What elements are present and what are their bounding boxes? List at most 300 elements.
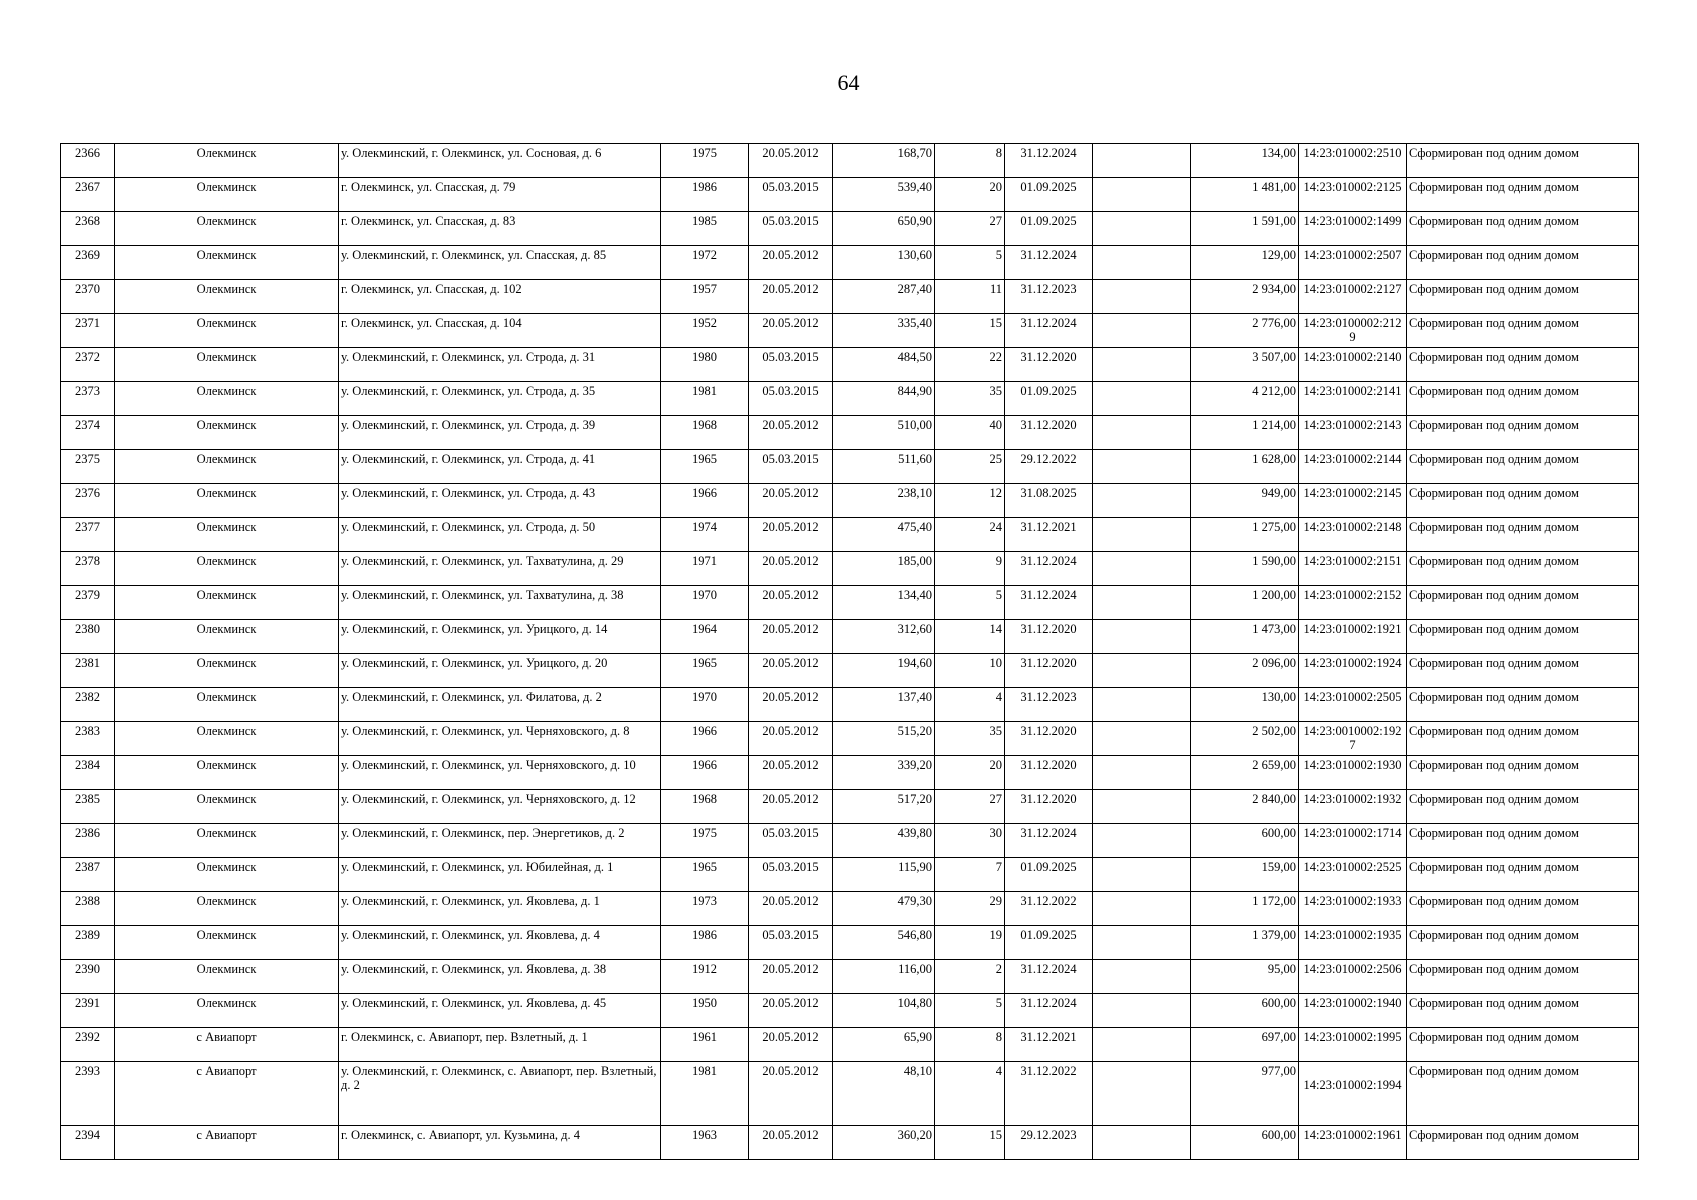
inclusion-date-cell: 05.03.2015: [749, 926, 833, 960]
blank-cell-cell: [1093, 926, 1191, 960]
address-cell: у. Олекминский, г. Олекминск, ул. Урицкого, д. 20: [339, 654, 661, 688]
apartments-count-cell: 4: [935, 688, 1005, 722]
area-cell: 194,60: [833, 654, 935, 688]
land-area-cell: 600,00: [1191, 1126, 1299, 1160]
blank-cell-cell: [1093, 178, 1191, 212]
settlement-cell: Олекминск: [115, 654, 339, 688]
row-number-cell: 2391: [61, 994, 115, 1028]
land-area-cell: 4 212,00: [1191, 382, 1299, 416]
settlement-cell: Олекминск: [115, 960, 339, 994]
deadline-cell: 01.09.2025: [1005, 212, 1093, 246]
land-status-cell: Сформирован под одним домом: [1407, 518, 1639, 552]
blank-cell-cell: [1093, 1126, 1191, 1160]
build-year-cell: 1968: [661, 416, 749, 450]
area-cell: 844,90: [833, 382, 935, 416]
deadline-cell: 31.12.2020: [1005, 348, 1093, 382]
cadastral-number-cell: 14:23:010002:1940: [1299, 994, 1407, 1028]
cadastral-number-cell: 14:23:010002:1924: [1299, 654, 1407, 688]
table-row: [61, 1062, 1639, 1126]
deadline-cell: 31.12.2024: [1005, 960, 1093, 994]
land-status-cell: Сформирован под одним домом: [1407, 246, 1639, 280]
land-area-cell: 1 275,00: [1191, 518, 1299, 552]
apartments-count-cell: 5: [935, 586, 1005, 620]
deadline-cell: 31.12.2020: [1005, 756, 1093, 790]
address-cell: у. Олекминский, г. Олекминск, ул. Урицкого, д. 14: [339, 620, 661, 654]
build-year-cell: 1972: [661, 246, 749, 280]
deadline-cell: 31.12.2020: [1005, 722, 1093, 756]
apartments-count-cell: 24: [935, 518, 1005, 552]
cadastral-number-cell: 14:23:010002:2151: [1299, 552, 1407, 586]
row-number-cell: 2380: [61, 620, 115, 654]
settlement-cell: с Авиапорт: [115, 1126, 339, 1160]
inclusion-date-cell: 20.05.2012: [749, 144, 833, 178]
address-cell: у. Олекминский, г. Олекминск, ул. Черняховского, д. 10: [339, 756, 661, 790]
deadline-cell: 31.12.2020: [1005, 790, 1093, 824]
apartments-count-cell: 10: [935, 654, 1005, 688]
land-status-cell: Сформирован под одним домом: [1407, 654, 1639, 688]
cadastral-number-cell: 14:23:010002:2125: [1299, 178, 1407, 212]
deadline-cell: 31.12.2024: [1005, 246, 1093, 280]
cadastral-number-cell: 14:23:010002:2127: [1299, 280, 1407, 314]
apartments-count-cell: 15: [935, 314, 1005, 348]
settlement-cell: Олекминск: [115, 518, 339, 552]
build-year-cell: 1950: [661, 994, 749, 1028]
land-area-cell: 2 096,00: [1191, 654, 1299, 688]
apartments-count-cell: 14: [935, 620, 1005, 654]
land-area-cell: 1 473,00: [1191, 620, 1299, 654]
row-number-cell: 2383: [61, 722, 115, 756]
deadline-cell: 31.12.2022: [1005, 1062, 1093, 1126]
address-cell: у. Олекминский, г. Олекминск, ул. Яковлева, д. 45: [339, 994, 661, 1028]
cadastral-number-cell: 14:23:010002:2145: [1299, 484, 1407, 518]
land-status-cell: Сформирован под одним домом: [1407, 1062, 1639, 1126]
land-area-cell: 1 214,00: [1191, 416, 1299, 450]
area-cell: 511,60: [833, 450, 935, 484]
cadastral-number-cell: 14:23:0010002:1927: [1299, 722, 1407, 756]
apartments-count-cell: 9: [935, 552, 1005, 586]
land-area-cell: 1 591,00: [1191, 212, 1299, 246]
deadline-cell: 31.12.2024: [1005, 586, 1093, 620]
inclusion-date-cell: 20.05.2012: [749, 756, 833, 790]
table-row: [61, 518, 1639, 552]
blank-cell-cell: [1093, 756, 1191, 790]
deadline-cell: 31.08.2025: [1005, 484, 1093, 518]
settlement-cell: Олекминск: [115, 280, 339, 314]
table-row: [61, 586, 1639, 620]
blank-cell-cell: [1093, 858, 1191, 892]
table-row: [61, 450, 1639, 484]
area-cell: 475,40: [833, 518, 935, 552]
row-number-cell: 2392: [61, 1028, 115, 1062]
land-status-cell: Сформирован под одним домом: [1407, 178, 1639, 212]
row-number-cell: 2381: [61, 654, 115, 688]
deadline-cell: 31.12.2024: [1005, 552, 1093, 586]
deadline-cell: 31.12.2020: [1005, 416, 1093, 450]
row-number-cell: 2366: [61, 144, 115, 178]
blank-cell-cell: [1093, 246, 1191, 280]
land-status-cell: Сформирован под одним домом: [1407, 1028, 1639, 1062]
blank-cell-cell: [1093, 484, 1191, 518]
row-number-cell: 2385: [61, 790, 115, 824]
row-number-cell: 2378: [61, 552, 115, 586]
blank-cell-cell: [1093, 892, 1191, 926]
deadline-cell: 31.12.2020: [1005, 620, 1093, 654]
land-area-cell: 949,00: [1191, 484, 1299, 518]
address-cell: у. Олекминский, г. Олекминск, ул. Тахватулина, д. 38: [339, 586, 661, 620]
area-cell: 134,40: [833, 586, 935, 620]
inclusion-date-cell: 05.03.2015: [749, 858, 833, 892]
land-status-cell: Сформирован под одним домом: [1407, 960, 1639, 994]
address-cell: г. Олекминск, ул. Спасская, д. 83: [339, 212, 661, 246]
land-status-cell: Сформирован под одним домом: [1407, 858, 1639, 892]
blank-cell-cell: [1093, 620, 1191, 654]
area-cell: 539,40: [833, 178, 935, 212]
inclusion-date-cell: 20.05.2012: [749, 960, 833, 994]
row-number-cell: 2376: [61, 484, 115, 518]
settlement-cell: Олекминск: [115, 246, 339, 280]
area-cell: 515,20: [833, 722, 935, 756]
inclusion-date-cell: 20.05.2012: [749, 654, 833, 688]
row-number-cell: 2368: [61, 212, 115, 246]
blank-cell-cell: [1093, 212, 1191, 246]
apartments-count-cell: 11: [935, 280, 1005, 314]
area-cell: 360,20: [833, 1126, 935, 1160]
row-number-cell: 2369: [61, 246, 115, 280]
blank-cell-cell: [1093, 824, 1191, 858]
settlement-cell: Олекминск: [115, 756, 339, 790]
deadline-cell: 31.12.2021: [1005, 1028, 1093, 1062]
land-status-cell: Сформирован под одним домом: [1407, 926, 1639, 960]
area-cell: 48,10: [833, 1062, 935, 1126]
build-year-cell: 1970: [661, 586, 749, 620]
land-status-cell: Сформирован под одним домом: [1407, 1126, 1639, 1160]
inclusion-date-cell: 20.05.2012: [749, 1028, 833, 1062]
inclusion-date-cell: 20.05.2012: [749, 246, 833, 280]
deadline-cell: 29.12.2022: [1005, 450, 1093, 484]
row-number-cell: 2379: [61, 586, 115, 620]
cadastral-number-cell: 14:23:010002:1935: [1299, 926, 1407, 960]
deadline-cell: 31.12.2023: [1005, 688, 1093, 722]
inclusion-date-cell: 20.05.2012: [749, 688, 833, 722]
cadastral-number-cell: 14:23:010002:1930: [1299, 756, 1407, 790]
land-status-cell: Сформирован под одним домом: [1407, 416, 1639, 450]
area-cell: 510,00: [833, 416, 935, 450]
deadline-cell: 01.09.2025: [1005, 858, 1093, 892]
build-year-cell: 1986: [661, 926, 749, 960]
settlement-cell: с Авиапорт: [115, 1062, 339, 1126]
blank-cell-cell: [1093, 1062, 1191, 1126]
land-area-cell: 130,00: [1191, 688, 1299, 722]
deadline-cell: 31.12.2024: [1005, 314, 1093, 348]
blank-cell-cell: [1093, 688, 1191, 722]
address-cell: у. Олекминский, г. Олекминск, ул. Юбилейная, д. 1: [339, 858, 661, 892]
cadastral-number-cell: 14:23:0100002:2129: [1299, 314, 1407, 348]
land-area-cell: 1 481,00: [1191, 178, 1299, 212]
settlement-cell: Олекминск: [115, 144, 339, 178]
table-row: [61, 790, 1639, 824]
inclusion-date-cell: 20.05.2012: [749, 892, 833, 926]
apartments-count-cell: 25: [935, 450, 1005, 484]
table-body: [61, 144, 1639, 1160]
table-row: [61, 994, 1639, 1028]
inclusion-date-cell: 20.05.2012: [749, 518, 833, 552]
apartments-count-cell: 29: [935, 892, 1005, 926]
inclusion-date-cell: 20.05.2012: [749, 586, 833, 620]
table-row: [61, 926, 1639, 960]
land-area-cell: 134,00: [1191, 144, 1299, 178]
cadastral-number-cell: 14:23:010002:2140: [1299, 348, 1407, 382]
inclusion-date-cell: 20.05.2012: [749, 484, 833, 518]
row-number-cell: 2393: [61, 1062, 115, 1126]
land-area-cell: 2 934,00: [1191, 280, 1299, 314]
land-status-cell: Сформирован под одним домом: [1407, 824, 1639, 858]
table-row: [61, 484, 1639, 518]
address-cell: у. Олекминский, г. Олекминск, с. Авиапорт, пер. Взлетный, д. 2: [339, 1062, 661, 1126]
area-cell: 115,90: [833, 858, 935, 892]
deadline-cell: 31.12.2024: [1005, 144, 1093, 178]
land-area-cell: 697,00: [1191, 1028, 1299, 1062]
apartments-count-cell: 19: [935, 926, 1005, 960]
settlement-cell: с Авиапорт: [115, 1028, 339, 1062]
area-cell: 479,30: [833, 892, 935, 926]
apartments-count-cell: 12: [935, 484, 1005, 518]
build-year-cell: 1968: [661, 790, 749, 824]
land-area-cell: 600,00: [1191, 994, 1299, 1028]
cadastral-number-cell: 14:23:010002:2525: [1299, 858, 1407, 892]
address-cell: у. Олекминский, г. Олекминск, ул. Строда, д. 50: [339, 518, 661, 552]
settlement-cell: Олекминск: [115, 620, 339, 654]
inclusion-date-cell: 05.03.2015: [749, 348, 833, 382]
address-cell: у. Олекминский, г. Олекминск, ул. Строда, д. 41: [339, 450, 661, 484]
address-cell: у. Олекминский, г. Олекминск, ул. Строда, д. 43: [339, 484, 661, 518]
blank-cell-cell: [1093, 790, 1191, 824]
apartments-count-cell: 40: [935, 416, 1005, 450]
land-status-cell: Сформирован под одним домом: [1407, 212, 1639, 246]
land-status-cell: Сформирован под одним домом: [1407, 484, 1639, 518]
blank-cell-cell: [1093, 960, 1191, 994]
build-year-cell: 1912: [661, 960, 749, 994]
blank-cell-cell: [1093, 722, 1191, 756]
blank-cell-cell: [1093, 450, 1191, 484]
build-year-cell: 1975: [661, 144, 749, 178]
area-cell: 339,20: [833, 756, 935, 790]
table-row: [61, 280, 1639, 314]
row-number-cell: 2390: [61, 960, 115, 994]
settlement-cell: Олекминск: [115, 314, 339, 348]
land-area-cell: 1 200,00: [1191, 586, 1299, 620]
settlement-cell: Олекминск: [115, 178, 339, 212]
build-year-cell: 1965: [661, 654, 749, 688]
land-area-cell: 977,00: [1191, 1062, 1299, 1126]
inclusion-date-cell: 20.05.2012: [749, 994, 833, 1028]
inclusion-date-cell: 05.03.2015: [749, 382, 833, 416]
table-row: [61, 620, 1639, 654]
build-year-cell: 1975: [661, 824, 749, 858]
address-cell: у. Олекминский, г. Олекминск, ул. Филатова, д. 2: [339, 688, 661, 722]
settlement-cell: Олекминск: [115, 994, 339, 1028]
inclusion-date-cell: 20.05.2012: [749, 416, 833, 450]
row-number-cell: 2377: [61, 518, 115, 552]
inclusion-date-cell: 20.05.2012: [749, 722, 833, 756]
land-area-cell: 95,00: [1191, 960, 1299, 994]
deadline-cell: 31.12.2024: [1005, 824, 1093, 858]
settlement-cell: Олекминск: [115, 858, 339, 892]
land-area-cell: 1 172,00: [1191, 892, 1299, 926]
land-area-cell: 600,00: [1191, 824, 1299, 858]
row-number-cell: 2371: [61, 314, 115, 348]
blank-cell-cell: [1093, 348, 1191, 382]
build-year-cell: 1985: [661, 212, 749, 246]
table-row: [61, 314, 1639, 348]
area-cell: 335,40: [833, 314, 935, 348]
row-number-cell: 2384: [61, 756, 115, 790]
land-status-cell: Сформирован под одним домом: [1407, 144, 1639, 178]
land-status-cell: Сформирован под одним домом: [1407, 620, 1639, 654]
build-year-cell: 1981: [661, 382, 749, 416]
settlement-cell: Олекминск: [115, 450, 339, 484]
table-row: [61, 688, 1639, 722]
address-cell: г. Олекминск, ул. Спасская, д. 79: [339, 178, 661, 212]
address-cell: у. Олекминский, г. Олекминск, ул. Спасская, д. 85: [339, 246, 661, 280]
apartments-count-cell: 20: [935, 178, 1005, 212]
blank-cell-cell: [1093, 994, 1191, 1028]
table-row: [61, 1028, 1639, 1062]
area-cell: 65,90: [833, 1028, 935, 1062]
row-number-cell: 2374: [61, 416, 115, 450]
deadline-cell: 31.12.2020: [1005, 654, 1093, 688]
inclusion-date-cell: 20.05.2012: [749, 314, 833, 348]
build-year-cell: 1986: [661, 178, 749, 212]
apartments-count-cell: 27: [935, 790, 1005, 824]
row-number-cell: 2387: [61, 858, 115, 892]
land-status-cell: Сформирован под одним домом: [1407, 382, 1639, 416]
area-cell: 104,80: [833, 994, 935, 1028]
apartments-count-cell: 5: [935, 246, 1005, 280]
address-cell: у. Олекминский, г. Олекминск, ул. Строда, д. 35: [339, 382, 661, 416]
build-year-cell: 1966: [661, 484, 749, 518]
cadastral-number-cell: 14:23:010002:1933: [1299, 892, 1407, 926]
build-year-cell: 1961: [661, 1028, 749, 1062]
apartments-count-cell: 8: [935, 144, 1005, 178]
build-year-cell: 1964: [661, 620, 749, 654]
land-status-cell: Сформирован под одним домом: [1407, 994, 1639, 1028]
row-number-cell: 2367: [61, 178, 115, 212]
settlement-cell: Олекминск: [115, 790, 339, 824]
land-status-cell: Сформирован под одним домом: [1407, 552, 1639, 586]
land-status-cell: Сформирован под одним домом: [1407, 722, 1639, 756]
table-row: [61, 1126, 1639, 1160]
row-number-cell: 2382: [61, 688, 115, 722]
land-status-cell: Сформирован под одним домом: [1407, 450, 1639, 484]
inclusion-date-cell: 20.05.2012: [749, 552, 833, 586]
land-status-cell: Сформирован под одним домом: [1407, 688, 1639, 722]
apartments-count-cell: 5: [935, 994, 1005, 1028]
cadastral-number-cell: 14:23:010002:1995: [1299, 1028, 1407, 1062]
cadastral-number-cell: 14:23:010002:2505: [1299, 688, 1407, 722]
land-area-cell: 129,00: [1191, 246, 1299, 280]
land-area-cell: 3 507,00: [1191, 348, 1299, 382]
table-row: [61, 178, 1639, 212]
blank-cell-cell: [1093, 280, 1191, 314]
deadline-cell: 01.09.2025: [1005, 382, 1093, 416]
build-year-cell: 1966: [661, 756, 749, 790]
settlement-cell: Олекминск: [115, 348, 339, 382]
land-status-cell: Сформирован под одним домом: [1407, 756, 1639, 790]
table-row: [61, 756, 1639, 790]
table-row: [61, 824, 1639, 858]
land-area-cell: 2 502,00: [1191, 722, 1299, 756]
address-cell: у. Олекминский, г. Олекминск, ул. Яковлева, д. 38: [339, 960, 661, 994]
build-year-cell: 1973: [661, 892, 749, 926]
apartments-count-cell: 22: [935, 348, 1005, 382]
inclusion-date-cell: 20.05.2012: [749, 620, 833, 654]
land-area-cell: 1 628,00: [1191, 450, 1299, 484]
table-row: [61, 144, 1639, 178]
table-row: [61, 654, 1639, 688]
address-cell: у. Олекминский, г. Олекминск, ул. Строда, д. 39: [339, 416, 661, 450]
row-number-cell: 2389: [61, 926, 115, 960]
apartments-count-cell: 4: [935, 1062, 1005, 1126]
cadastral-number-cell: 14:23:010002:1994: [1299, 1062, 1407, 1126]
area-cell: 137,40: [833, 688, 935, 722]
land-status-cell: Сформирован под одним домом: [1407, 348, 1639, 382]
area-cell: 185,00: [833, 552, 935, 586]
settlement-cell: Олекминск: [115, 926, 339, 960]
area-cell: 238,10: [833, 484, 935, 518]
table-row: [61, 552, 1639, 586]
land-area-cell: 1 590,00: [1191, 552, 1299, 586]
apartments-count-cell: 27: [935, 212, 1005, 246]
settlement-cell: Олекминск: [115, 722, 339, 756]
apartments-count-cell: 7: [935, 858, 1005, 892]
apartments-count-cell: 35: [935, 722, 1005, 756]
deadline-cell: 01.09.2025: [1005, 178, 1093, 212]
inclusion-date-cell: 20.05.2012: [749, 790, 833, 824]
area-cell: 130,60: [833, 246, 935, 280]
land-status-cell: Сформирован под одним домом: [1407, 790, 1639, 824]
address-cell: г. Олекминск, ул. Спасская, д. 104: [339, 314, 661, 348]
area-cell: 168,70: [833, 144, 935, 178]
inclusion-date-cell: 20.05.2012: [749, 1062, 833, 1126]
table-row: [61, 892, 1639, 926]
land-area-cell: 2 659,00: [1191, 756, 1299, 790]
cadastral-number-cell: 14:23:010002:2144: [1299, 450, 1407, 484]
settlement-cell: Олекминск: [115, 892, 339, 926]
cadastral-number-cell: 14:23:010002:2507: [1299, 246, 1407, 280]
table-row: [61, 858, 1639, 892]
address-cell: у. Олекминский, г. Олекминск, ул. Тахватулина, д. 29: [339, 552, 661, 586]
deadline-cell: 31.12.2023: [1005, 280, 1093, 314]
area-cell: 439,80: [833, 824, 935, 858]
deadline-cell: 31.12.2021: [1005, 518, 1093, 552]
settlement-cell: Олекминск: [115, 552, 339, 586]
blank-cell-cell: [1093, 416, 1191, 450]
apartments-count-cell: 2: [935, 960, 1005, 994]
blank-cell-cell: [1093, 586, 1191, 620]
row-number-cell: 2388: [61, 892, 115, 926]
address-cell: г. Олекминск, ул. Спасская, д. 102: [339, 280, 661, 314]
deadline-cell: 31.12.2022: [1005, 892, 1093, 926]
cadastral-number-cell: 14:23:010002:1714: [1299, 824, 1407, 858]
blank-cell-cell: [1093, 654, 1191, 688]
land-area-cell: 159,00: [1191, 858, 1299, 892]
build-year-cell: 1980: [661, 348, 749, 382]
cadastral-number-cell: 14:23:010002:2152: [1299, 586, 1407, 620]
land-status-cell: Сформирован под одним домом: [1407, 280, 1639, 314]
row-number-cell: 2373: [61, 382, 115, 416]
table-row: [61, 382, 1639, 416]
cadastral-number-cell: 14:23:010002:1921: [1299, 620, 1407, 654]
